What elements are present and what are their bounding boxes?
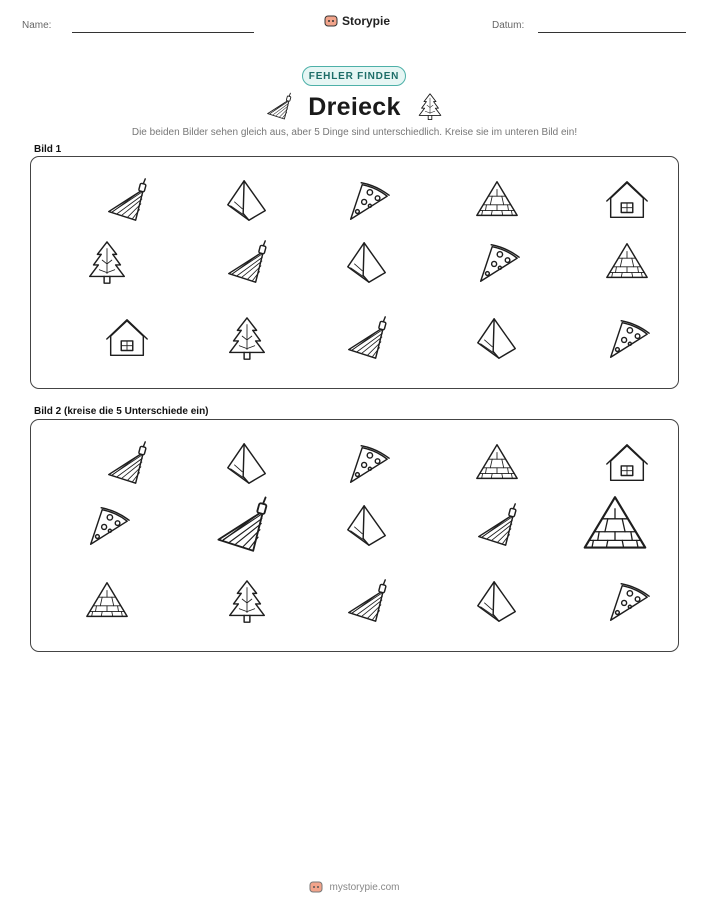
pizza-slice-icon <box>343 177 391 225</box>
napkin-icon <box>473 315 521 363</box>
footer-url: mystorypie.com <box>329 881 400 893</box>
pyramid-icon <box>473 177 521 225</box>
pyramid-icon[interactable] <box>579 490 651 562</box>
picture-1-panel <box>30 156 679 389</box>
lamp-icon[interactable] <box>343 578 391 626</box>
pyramid-icon[interactable] <box>473 440 521 488</box>
napkin-icon <box>343 239 391 287</box>
tree-icon <box>223 315 271 363</box>
pizza-slice-icon[interactable] <box>343 440 391 488</box>
picture-2-label: Bild 2 (kreise die 5 Unterschiede ein) <box>34 406 209 417</box>
lamp-icon <box>343 315 391 363</box>
napkin-icon[interactable] <box>223 440 271 488</box>
pyramid-icon <box>603 239 651 287</box>
date-label: Datum: <box>492 20 525 31</box>
napkin-icon[interactable] <box>343 502 391 550</box>
lamp-icon[interactable] <box>211 495 273 557</box>
instruction-text: Die beiden Bilder sehen gleich aus, aber 5 Dinge sind unterschiedlich. Kreise sie im unteren Bild ein! <box>131 127 578 138</box>
napkin-icon <box>223 177 271 225</box>
storypie-logo-icon <box>324 14 338 28</box>
lamp-icon <box>223 239 271 287</box>
picture-1-label: Bild 1 <box>34 144 62 155</box>
title-row <box>0 90 709 124</box>
footer <box>0 880 709 894</box>
pizza-slice-icon[interactable] <box>83 502 131 550</box>
date-field[interactable] <box>538 32 686 33</box>
page-title: Dreieck <box>308 92 401 121</box>
lamp-icon <box>103 177 151 225</box>
pizza-slice-icon[interactable] <box>603 578 651 626</box>
house-icon <box>103 315 151 363</box>
name-field[interactable] <box>72 32 254 33</box>
tree-icon <box>415 90 445 124</box>
lamp-icon[interactable] <box>473 502 521 550</box>
napkin-icon[interactable] <box>473 578 521 626</box>
picture-2-panel[interactable] <box>30 419 679 652</box>
pizza-slice-icon <box>603 315 651 363</box>
lamp-icon <box>264 90 294 124</box>
storypie-logo-icon <box>309 880 323 894</box>
pyramid-icon[interactable] <box>83 578 131 626</box>
tree-icon[interactable] <box>223 578 271 626</box>
lamp-icon[interactable] <box>103 440 151 488</box>
name-label: Name: <box>22 20 52 31</box>
pizza-slice-icon <box>473 239 521 287</box>
house-icon <box>603 177 651 225</box>
brand-logo <box>324 14 390 28</box>
tree-icon <box>83 239 131 287</box>
brand-name: Storypie <box>342 14 391 28</box>
house-icon[interactable] <box>603 440 651 488</box>
category-badge: FEHLER FINDEN <box>302 66 406 86</box>
